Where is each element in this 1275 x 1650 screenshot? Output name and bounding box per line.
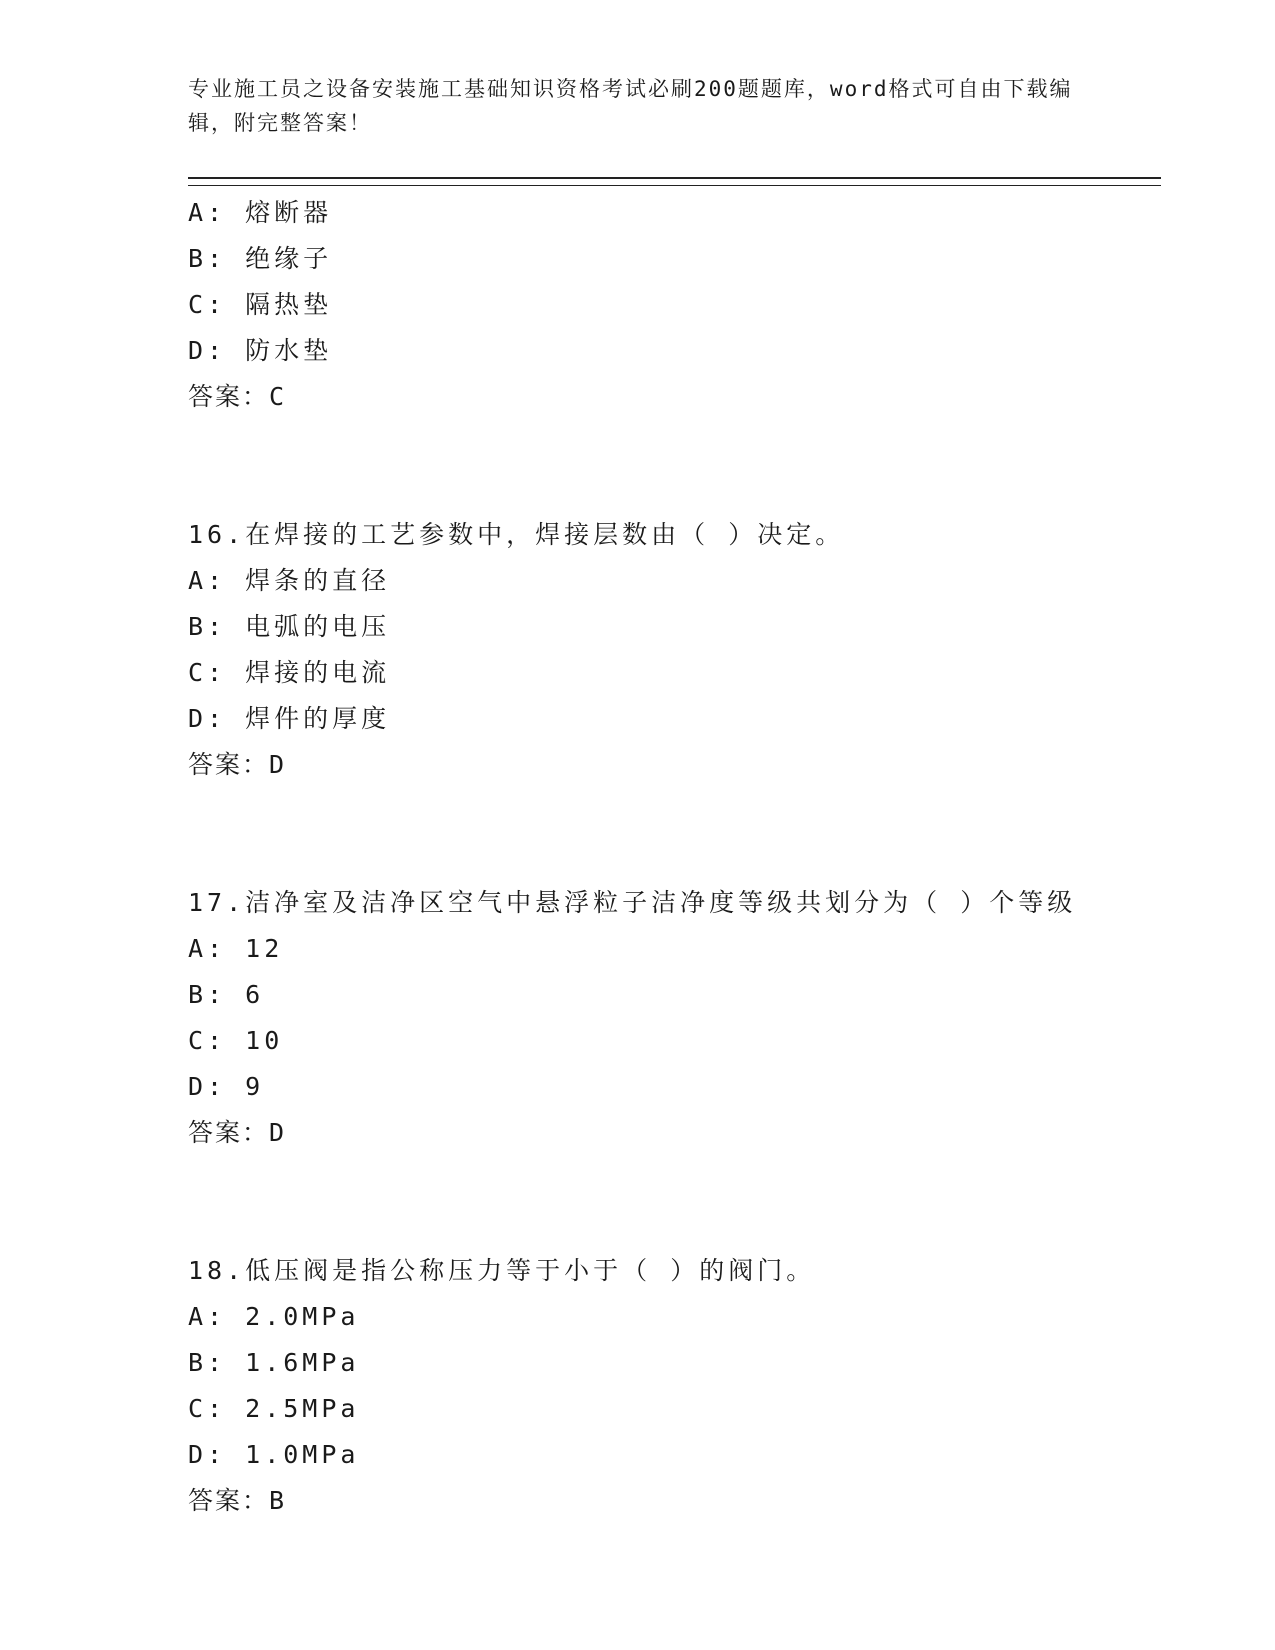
spacer bbox=[188, 420, 1148, 512]
question-block-17 bbox=[188, 880, 1148, 1156]
option-b: B: 6 bbox=[188, 980, 265, 1009]
answer: 答案：C bbox=[188, 382, 287, 411]
option-b: B: 绝缘子 bbox=[188, 244, 333, 273]
option-a: A: 熔断器 bbox=[188, 198, 333, 227]
option-c: C: 焊接的电流 bbox=[188, 658, 391, 687]
option-d: D: 1.0MPa bbox=[188, 1440, 360, 1469]
question-block-16 bbox=[188, 512, 1148, 788]
option-b: B: 1.6MPa bbox=[188, 1348, 360, 1377]
answer: 答案：D bbox=[188, 750, 287, 779]
option-d: D: 焊件的厚度 bbox=[188, 704, 391, 733]
option-c: C: 10 bbox=[188, 1026, 284, 1055]
header-rule bbox=[188, 177, 1161, 186]
question-block-18 bbox=[188, 1248, 1148, 1524]
option-d: D: 防水垫 bbox=[188, 336, 333, 365]
option-d: D: 9 bbox=[188, 1072, 265, 1101]
question-text: 16.在焊接的工艺参数中，焊接层数由（ ）决定。 bbox=[188, 520, 845, 549]
document-content bbox=[188, 190, 1148, 1524]
option-a: A: 焊条的直径 bbox=[188, 566, 391, 595]
spacer bbox=[188, 788, 1148, 880]
option-c: C: 2.5MPa bbox=[188, 1394, 360, 1423]
option-a: A: 12 bbox=[188, 934, 284, 963]
option-c: C: 隔热垫 bbox=[188, 290, 333, 319]
answer: 答案：B bbox=[188, 1486, 287, 1515]
question-text: 18.低压阀是指公称压力等于小于（ ）的阀门。 bbox=[188, 1256, 816, 1285]
question-block-15 bbox=[188, 190, 1148, 420]
page-header: 专业施工员之设备安装施工基础知识资格考试必刷200题题库，word格式可自由下载编辑，附完整答案！ bbox=[188, 77, 1073, 135]
question-text: 17.洁净室及洁净区空气中悬浮粒子洁净度等级共划分为（ ）个等级 bbox=[188, 888, 1077, 917]
option-a: A: 2.0MPa bbox=[188, 1302, 360, 1331]
option-b: B: 电弧的电压 bbox=[188, 612, 391, 641]
spacer bbox=[188, 1156, 1148, 1248]
answer: 答案：D bbox=[188, 1118, 287, 1147]
